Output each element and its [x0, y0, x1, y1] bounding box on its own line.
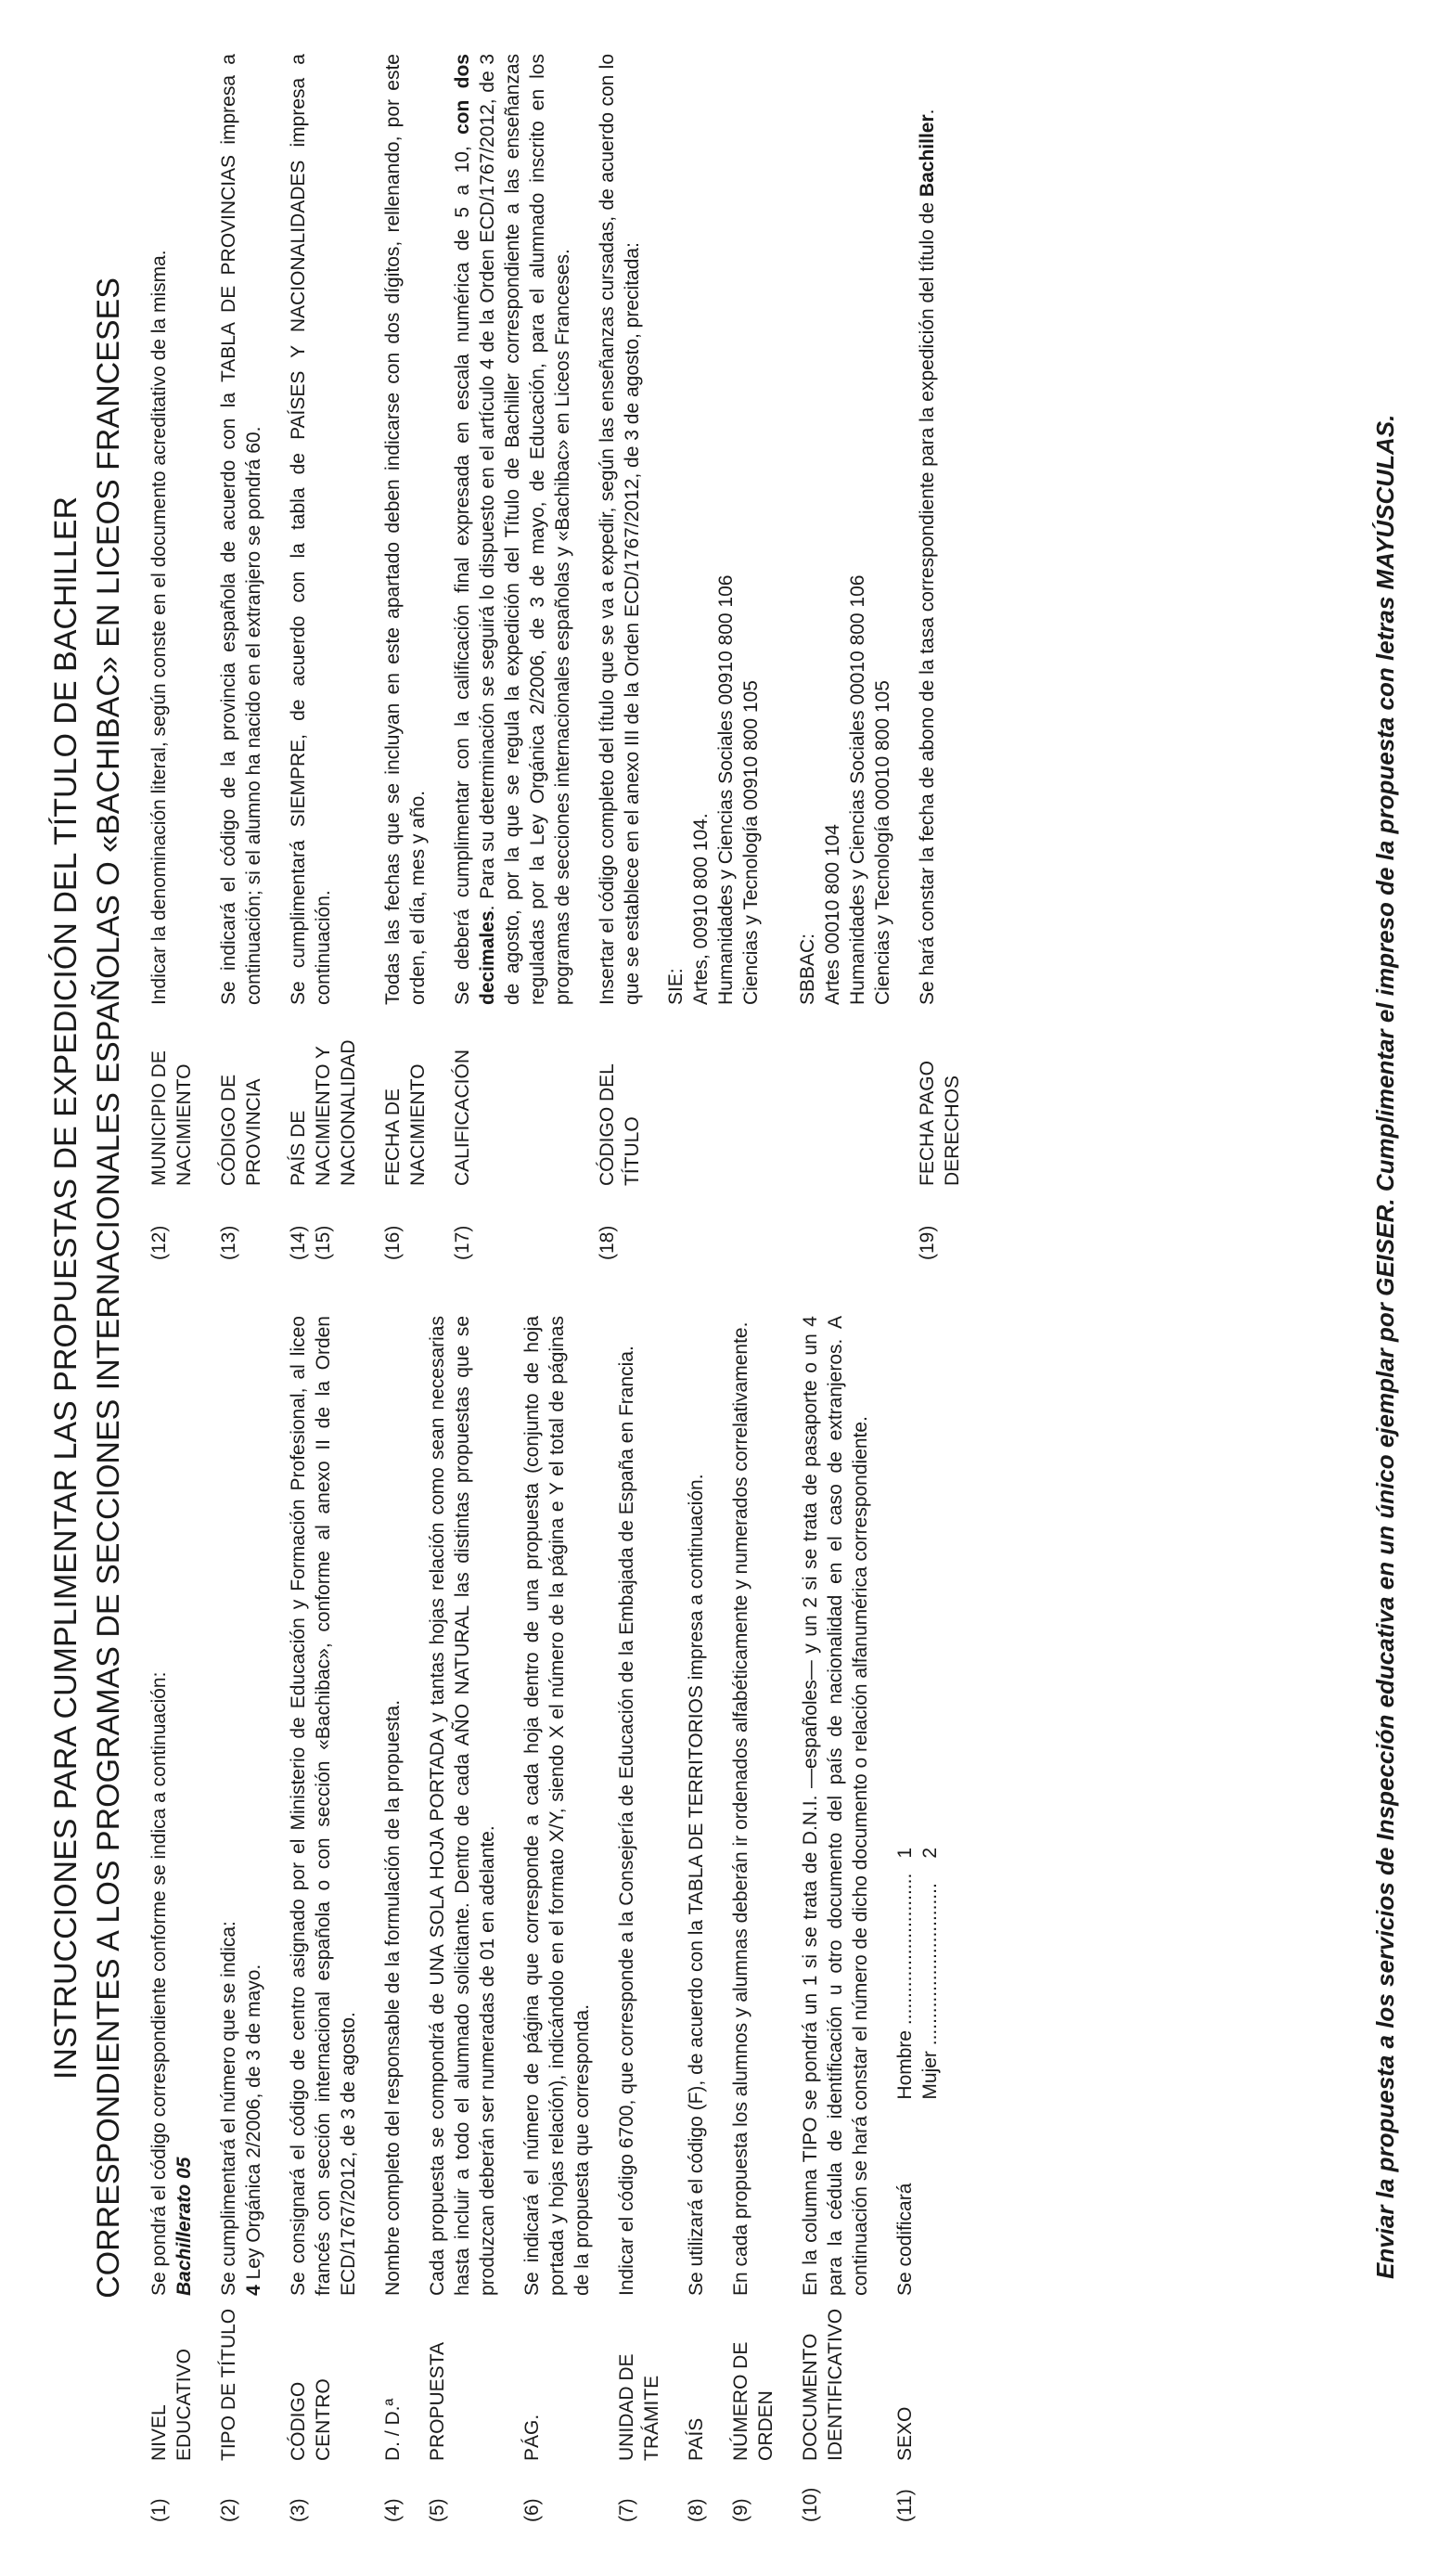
entry-description: Todas las fechas que se incluyan en este apartado deben indicarse con dos dígitos, rellenando, por este orden, el día, mes y año. [382, 54, 429, 1005]
entry-description: Se consignará el código de centro asignado por el Ministerio de Educación y Formación Profesional, al liceo francés con sección internacional española o con sección «Bachibac», conforme al anexo II de la Orden ECD/1767/2012, de 3 de agosto. [288, 1316, 359, 2296]
entry-number: (11) [894, 2489, 916, 2522]
entry-label: TIPO DE TÍTULO [218, 2308, 239, 2461]
entry-description: Nombre completo del responsable de la formulación de la propuesta. [382, 1699, 404, 2296]
sbbac-code-line: Ciencias y Tecnología 00010 800 105 [872, 680, 893, 1005]
sexo-code-hombre [892, 1848, 918, 2100]
code-italic: Bachillerato 05 [173, 2157, 195, 2296]
entry-codigo-provincia [216, 54, 266, 1260]
entry-label: D. / D.ª [382, 2398, 404, 2461]
entry-number: (6) [521, 2498, 543, 2522]
entry-label: CÓDIGO CENTRO [288, 2378, 334, 2461]
entry-description [915, 54, 965, 1005]
sexo-code-mujer [918, 1848, 943, 2100]
entry-label: DOCUMENTO IDENTIFICATIVO [800, 2308, 846, 2461]
footer-instruction: Enviar la propuesta a los servicios de Inspección educativa en un único ejemplar por GEISER. Cumplimentar el impreso de la propuesta con letras MAYÚSCULAS. [1371, 414, 1399, 2279]
entry-number: (7) [616, 2498, 637, 2522]
entry-label: NIVEL EDUCATIVO [148, 2349, 195, 2461]
sbbac-codes [795, 54, 895, 1005]
sie-code-line: Ciencias y Tecnología 00910 800 105 [740, 680, 762, 1005]
entry-pais [684, 1316, 709, 2522]
entry-number: (18) [597, 1225, 618, 1260]
entry-number: (4) [382, 2498, 404, 2522]
entry-pais-nacionalidad [286, 54, 361, 1260]
entry-codigo-centro [286, 1316, 361, 2522]
entry-label: CÓDIGO DEL TÍTULO [597, 1063, 643, 1186]
entry-label: MUNICIPIO DE NACIMIENTO [148, 1050, 195, 1186]
entry-propuesta [425, 1316, 500, 2522]
entry-label: PÁG. [521, 2414, 543, 2461]
description-text: Se pondrá el código correspondiente conforme se indica a continuación: [148, 1671, 170, 2296]
description-text: . Para su determinación se seguirá lo dispuesto en el artículo 4 de la Orden ECD/1767/2012, de 3 de agosto, por la que se regula la expedición del Título de Bachiller correspondiente a las enseñanzas reguladas por la Ley Orgánica 2/2006, de 3 de mayo, de Educación, para el alumnado inscrito en los programas de secciones internacionales españolas y «Bachibac» en Liceos Franceses. [477, 54, 573, 1005]
sbbac-code-line: Humanidades y Ciencias Sociales 00010 800 106 [847, 574, 868, 1005]
title-line-2: CORRESPONDIENTES A LOS PROGRAMAS DE SECCIONES INTERNACIONALES ESPAÑOLAS O «BACHIBAC» EN LICEOS FRANCESES [91, 277, 126, 2299]
entry-description [595, 54, 895, 1005]
description-text: Se codificará [894, 2183, 916, 2296]
entry-number: (1) [148, 2498, 170, 2522]
entry-calificacion [450, 54, 575, 1260]
entry-description [216, 1316, 266, 2296]
entry-description: Se indicará el número de página que corresponde a cada hoja dentro de una propuesta (conjunto de hoja portada y hojas relación), indicándolo en el formato X/Y, siendo X el número de la página e Y el total de páginas de la propuesta que corresponda. [521, 1316, 593, 2296]
sie-heading: SIE: [665, 968, 687, 1005]
description-bold: Bachiller [917, 114, 938, 198]
sexo-hombre-label: Hombre ............................ [894, 1873, 916, 2100]
entry-number: (14) (15) [288, 1225, 334, 1260]
entry-description: Indicar el código 6700, que corresponde a la Consejería de Educación de la Embajada de España en Francia. [616, 1346, 637, 2296]
entry-municipio-nacimiento [147, 54, 197, 1260]
entry-label: PAÍS DE NACIMIENTO Y NACIONALIDAD [288, 1039, 359, 1186]
description-text: Ley Orgánica 2/2006, de 3 de mayo. [243, 1964, 264, 2286]
instruction-columns [147, 54, 984, 2522]
sbbac-code-line: Artes 00010 800 104 [822, 824, 843, 1005]
description-text: . [917, 109, 938, 115]
entry-description: Se indicará el código de la provincia española de acuerdo con la TABLA DE PROVINCIAS impresa a continuación; si el alumno ha nacido en el extranjero se pondrá 60. [218, 54, 264, 1005]
entry-label: PROPUESTA [427, 2342, 448, 2461]
description-text: Insertar el código completo del título que se va a expedir, según las enseñanzas cursadas, de acuerdo con lo que se establece en el anexo III de la Orden ECD/1767/2012, de 3 de agosto, precitada: [597, 54, 643, 1005]
entry-nivel-educativo [147, 1316, 197, 2522]
entry-codigo-titulo [595, 54, 895, 1260]
entry-description: En la columna TIPO se pondrá un 1 si se trata de D.N.I. —españoles— y un 2 si se trata de pasaporte o un 4 para la cédula de identificación u otro documento del país de nacionalidad en el caso de extranjeros. A continuación se hará constar el número de dicho documento o relación alfanumérica correspondiente. [800, 1316, 871, 2296]
description-text: Se hará constar la fecha de abono de la tasa correspondiente para la expedición del título de [917, 197, 938, 1005]
entry-label: UNIDAD DE TRÁMITE [616, 2353, 662, 2461]
entry-label: FECHA DE NACIMIENTO [382, 1063, 429, 1186]
entry-description [892, 1316, 943, 2296]
entry-number: (9) [730, 2498, 751, 2522]
entry-tipo-titulo [216, 1316, 266, 2522]
entry-pagina [520, 1316, 595, 2522]
entry-number: (5) [427, 2498, 448, 2522]
sexo-hombre-code: 1 [894, 1847, 916, 1859]
entry-label: SEXO [894, 2406, 916, 2461]
entry-fecha-pago [915, 54, 965, 1260]
entry-number: (8) [686, 2498, 707, 2522]
entry-fecha-nacimiento [380, 54, 430, 1260]
sie-code-line: Humanidades y Ciencias Sociales 00910 800 106 [715, 574, 737, 1005]
entry-description: Indicar la denominación literal, según conste en el documento acreditativo de la misma. [148, 250, 170, 1005]
entry-label: CALIFICACIÓN [452, 1049, 473, 1186]
entry-number: (19) [917, 1225, 938, 1260]
sexo-mujer-label: Mujer .............................. [919, 1883, 941, 2100]
left-column [147, 1316, 984, 2522]
sexo-mujer-code: 2 [919, 1847, 941, 1859]
title-block [45, 54, 130, 2522]
description-text: Se cumplimentará el número que se indica: [218, 1921, 239, 2296]
right-column [147, 54, 984, 1260]
entry-description: Se utilizará el código (F), de acuerdo con la TABLA DE TERRITORIOS impresa a continuación. [686, 1474, 707, 2296]
entry-description [147, 1316, 197, 2296]
entry-number: (13) [218, 1225, 239, 1260]
entry-numero-orden [728, 1316, 778, 2522]
entry-description: Cada propuesta se compondrá de UNA SOLA HOJA PORTADA y tantas hojas relación como sean necesarias hasta incluir a todo el alumnado solicitante. Dentro de cada AÑO NATURAL las distintas propuestas que se produzcan deberán ser numeradas de 01 en adelante. [427, 1316, 498, 2296]
entry-number: (12) [148, 1225, 170, 1260]
entry-unidad-tramite [614, 1316, 664, 2522]
entry-label: NÚMERO DE ORDEN [730, 2341, 777, 2461]
sie-codes [663, 54, 764, 1005]
entry-label: PAÍS [686, 2417, 707, 2461]
sexo-codes [892, 1848, 943, 2100]
entry-number: (16) [382, 1225, 404, 1260]
entry-responsable [380, 1316, 405, 2522]
entry-description: Se cumplimentará SIEMPRE, de acuerdo con la tabla de PAÍSES Y NACIONALIDADES impresa a continuación. [288, 54, 334, 1005]
entry-description [450, 54, 575, 1005]
entry-label: FECHA PAGO DERECHOS [917, 1061, 963, 1186]
title-line-1: INSTRUCCIONES PARA CUMPLIMENTAR LAS PROPUESTAS DE EXPEDICIÓN DEL TÍTULO DE BACHILLER [48, 496, 83, 2080]
description-text: Se deberá cumplimentar con la calificación final expresada en escala numérica de 5 a 10, [452, 135, 473, 1005]
entry-sexo [892, 1316, 943, 2522]
entry-number: (2) [218, 2498, 239, 2522]
sie-code-line: Artes, 00910 800 104. [690, 813, 712, 1005]
sbbac-heading: SBBAC: [797, 933, 818, 1005]
entry-number: (17) [452, 1225, 473, 1260]
entry-number: (10) [800, 2487, 821, 2522]
code-bold: 4 [243, 2285, 264, 2296]
entry-documento-identificativo [798, 1316, 873, 2522]
entry-number: (3) [288, 2498, 309, 2522]
entry-label: CÓDIGO DE PROVINCIA [218, 1074, 264, 1186]
description-bold: con dos decimales [452, 54, 498, 1005]
entry-description: En cada propuesta los alumnos y alumnas deberán ir ordenados alfabéticamente y numerados correlativamente. [730, 1321, 751, 2296]
